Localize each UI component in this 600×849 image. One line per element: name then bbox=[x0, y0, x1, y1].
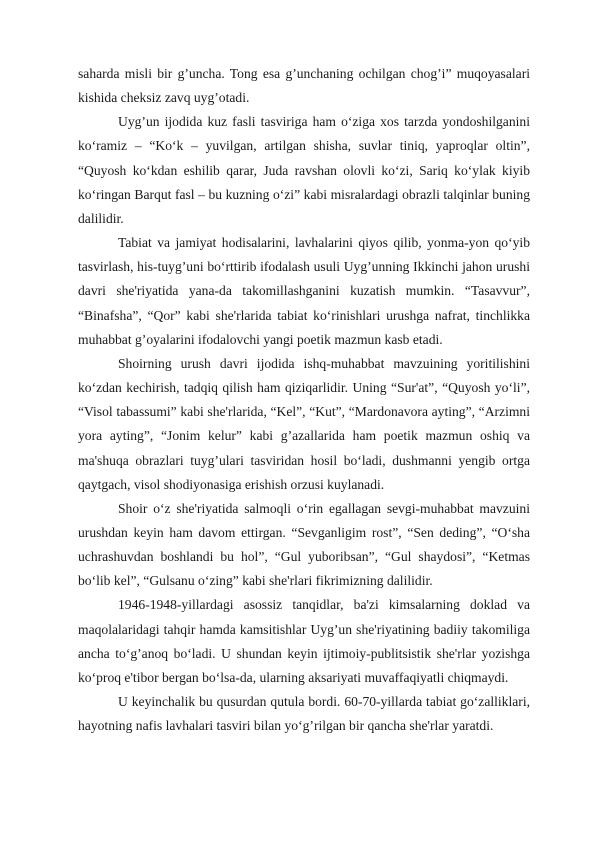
document-page bbox=[78, 62, 530, 738]
paragraph-2: Uyg’un ijodida kuz fasli tasviriga ham o‘ziga xos tarzda yondoshilganini ko‘ramiz – “Ko‘k – yuvilgan, artilgan shisha, suvlar tiniq, yaproqlar oltin”, “Quyosh ko‘kdan eshilib qarar, Juda ravshan olovli ko‘zi, Sariq ko‘ylak kiyib ko‘ringan Barqut fasl – bu kuzning o‘zi” kabi misralardagi obrazli talqinlar buning dalilidir. bbox=[78, 114, 530, 226]
paragraph-4: Shoirning urush davri ijodida ishq-muhabbat mavzuining yoritilishini ko‘zdan kechirish, tadqiq qilish ham qiziqarlidir. Uning “Sur'at”, “Quyosh yo‘li”, “Visol tabassumi” kabi she'rlarida, “Kel”, “Kut”, “Mardonavora ayting”, “Arzimni yora ayting”, “Jonim kelur” kabi g’azallarida ham poetik mazmun oshiq va ma'shuqa obrazlari tuyg’ulari tasviridan hosil bo‘ladi, dushmanni yengib ortga qaytgach, visol shodiyonasiga erishish orzusi kuylanadi. bbox=[78, 355, 530, 492]
paragraph-7: U keyinchalik bu qusurdan qutula bordi. 60-70-yillarda tabiat go‘zalliklari, hayotning nafis lavhalari tasviri bilan yo‘g’rilgan bir qancha she'rlar yaratdi. bbox=[78, 694, 530, 734]
paragraph-5: Shoir o‘z she'riyatida salmoqli o‘rin egallagan sevgi-muhabbat mavzuini urushdan keyin ham davom ettirgan. “Sevganligim rost”, “Sen deding”, “O‘sha uchrashuvdan boshlandi bu hol”, “Gul yuboribsan”, “Gul shaydosi”, “Ketmas bo‘lib kel”, “Gulsanu o‘zing” kabi she'rlari fikrimizning dalilidir. bbox=[78, 500, 530, 589]
paragraph-1: saharda misli bir g’uncha. Tong esa g’unchaning ochilgan chog’i” muqoyasalari kishida cheksiz zavq uyg’otadi. bbox=[78, 66, 530, 106]
paragraph-3: Tabiat va jamiyat hodisalarini, lavhalarini qiyos qilib, yonma-yon qo‘yib tasvirlash, his-tuyg’uni bo‘rttirib ifodalash usuli Uyg’unning Ikkinchi jahon urushi davri she'riyatida yana-da takomillashganini kuzatish mumkin. “Tasavvur”, “Binafsha”, “Qor” kabi she'rlarida tabiat ko‘rinishlari urushga nafrat, tinchlikka muhabbat g’oyalarini ifodalovchi yangi poetik mazmun kasb etadi. bbox=[78, 235, 530, 347]
paragraph-6: 1946-1948-yillardagi asossiz tanqidlar, ba'zi kimsalarning doklad va maqolalaridagi tahqir hamda kamsitishlar Uyg’un she'riyatining badiiy takomiliga ancha to‘g’anoq bo‘ladi. U shundan keyin ijtimoiy-publitsistik she'rlar yozishga ko‘proq e'tibor bergan bo‘lsa-da, ularning aksariyati muvaffaqiyatli chiqmaydi. bbox=[78, 597, 530, 685]
